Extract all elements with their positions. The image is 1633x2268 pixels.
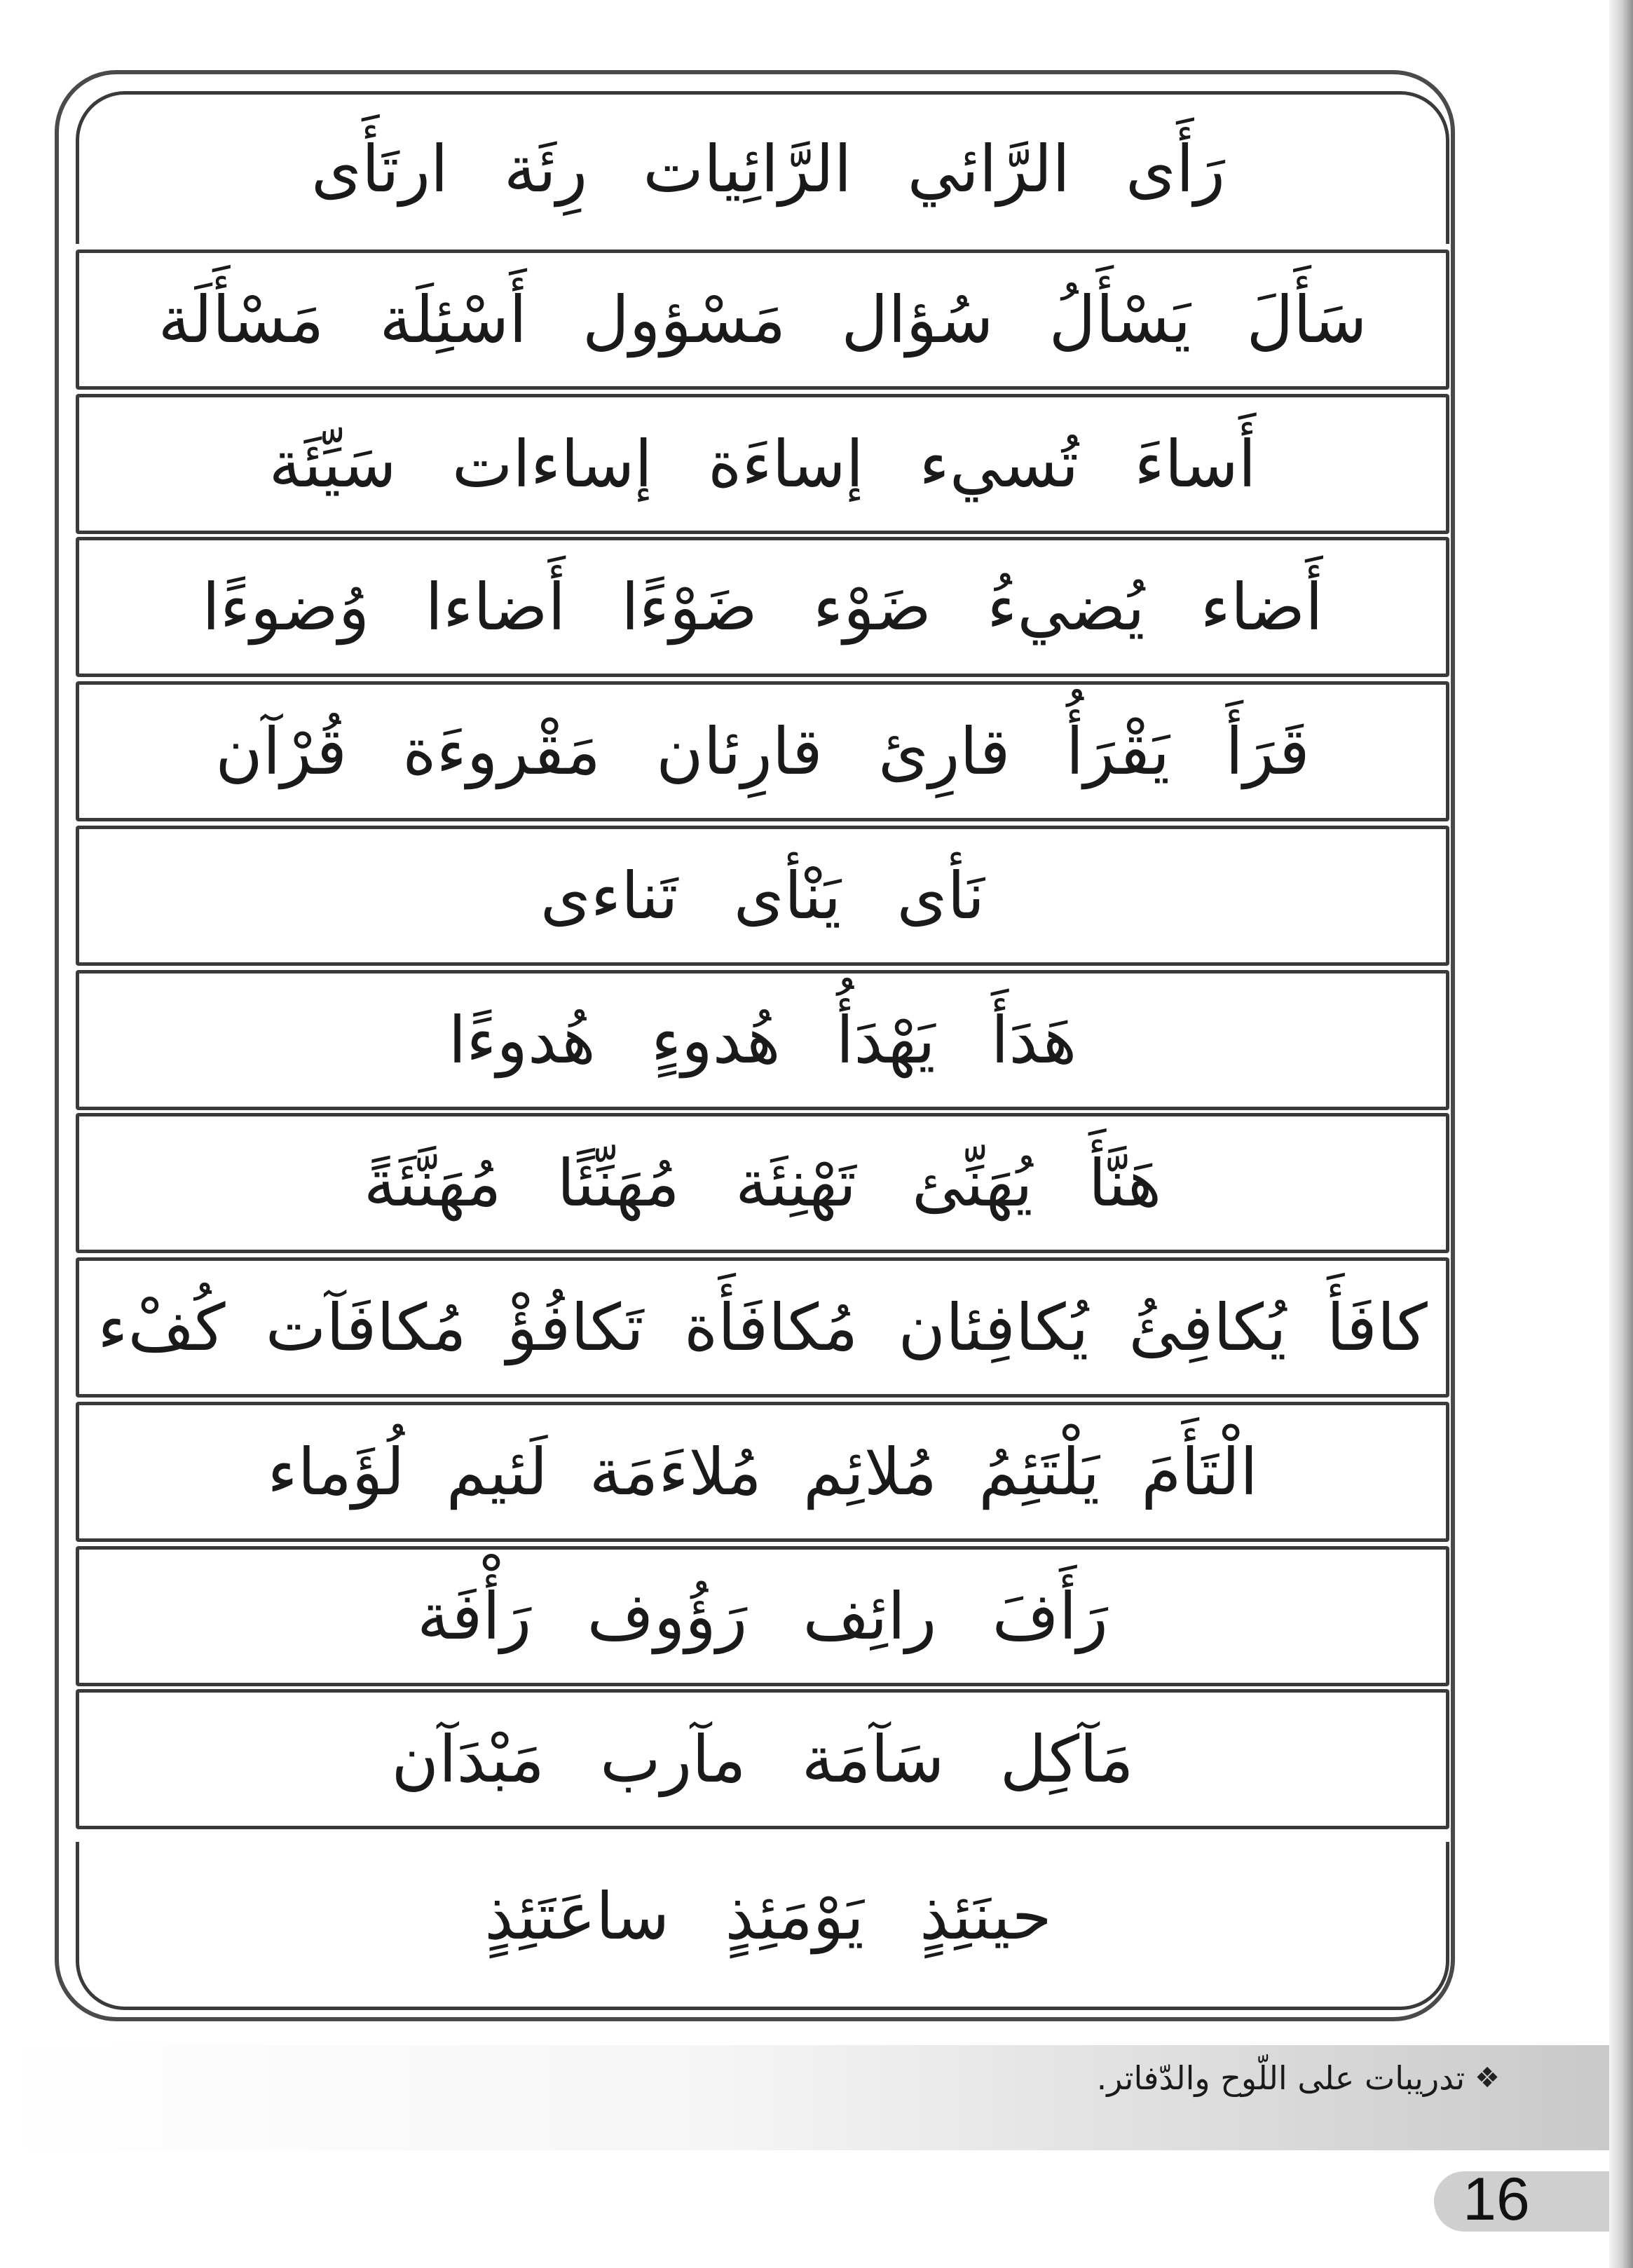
word-row bbox=[76, 826, 1449, 966]
word-row-text: هَدَأَ يَهْدَأُ هُدوءٍ هُدوءًا bbox=[448, 1002, 1077, 1078]
word-row bbox=[76, 1402, 1449, 1542]
word-row-text: أَضاء يُضيءُ ضَوْء ضَوْءًا أَضاءا وُضوءًا bbox=[202, 569, 1323, 645]
word-row-text: حينَئِذٍ يَوْمَئِذٍ ساعَتَئِذٍ bbox=[484, 1878, 1052, 1954]
word-row bbox=[81, 95, 1455, 242]
diamond-bullet-icon: ❖ bbox=[1475, 2062, 1500, 2094]
word-row bbox=[76, 250, 1449, 390]
word-row bbox=[76, 970, 1449, 1110]
word-row-text: أَساءَ تُسيء إساءَة إساءات سَيِّئَة bbox=[268, 426, 1257, 502]
word-row-text: كافَأَ يُكافِئُ يُكافِئان مُكافَأَة تَكافُؤْ مُكافَآت كُفْء bbox=[97, 1290, 1428, 1365]
word-row bbox=[76, 537, 1449, 677]
footer-note bbox=[1097, 2059, 1500, 2097]
word-row-text: سَأَلَ يَسْأَلُ سُؤال مَسْؤول أَسْئِلَة مَسْأَلَة bbox=[158, 282, 1367, 357]
word-row bbox=[81, 1839, 1455, 1993]
page-number: 16 bbox=[1463, 2165, 1530, 2233]
word-row bbox=[76, 394, 1449, 534]
word-row-text: رَأَفَ رائِف رَؤُوف رَأْفَة bbox=[417, 1578, 1108, 1654]
word-row-text: قَرَأَ يَقْرَأُ قارِئ قارِئان مَقْروءَة قُرْآن bbox=[215, 713, 1310, 789]
word-row bbox=[76, 1546, 1449, 1686]
word-row bbox=[76, 681, 1449, 821]
word-row bbox=[76, 1113, 1449, 1253]
word-row bbox=[76, 1689, 1449, 1829]
page-edge bbox=[1609, 0, 1633, 2268]
footer-note-text: تدريبات على اللّوح والدّفاتر. bbox=[1096, 2059, 1465, 2097]
word-row-text: مَآكِل سَآمَة مآرب مَبْدَآن bbox=[391, 1721, 1134, 1797]
word-row-text: هَنَّأَ يُهَنِّئ تَهْنِئَة مُهَنِّئًا مُهَنَّئَةً bbox=[363, 1145, 1162, 1221]
word-row bbox=[76, 1257, 1449, 1398]
word-row-text: رَأَى الرَّائي الرَّائِيات رِئَة ارتَأَى bbox=[310, 131, 1226, 207]
word-row-text: نَأى يَنْأى تَناءى bbox=[540, 858, 985, 934]
word-row-text: الْتَأَمَ يَلْتَئِمُ مُلائِم مُلاءَمَة لَئيم لُؤَماء bbox=[267, 1434, 1258, 1510]
